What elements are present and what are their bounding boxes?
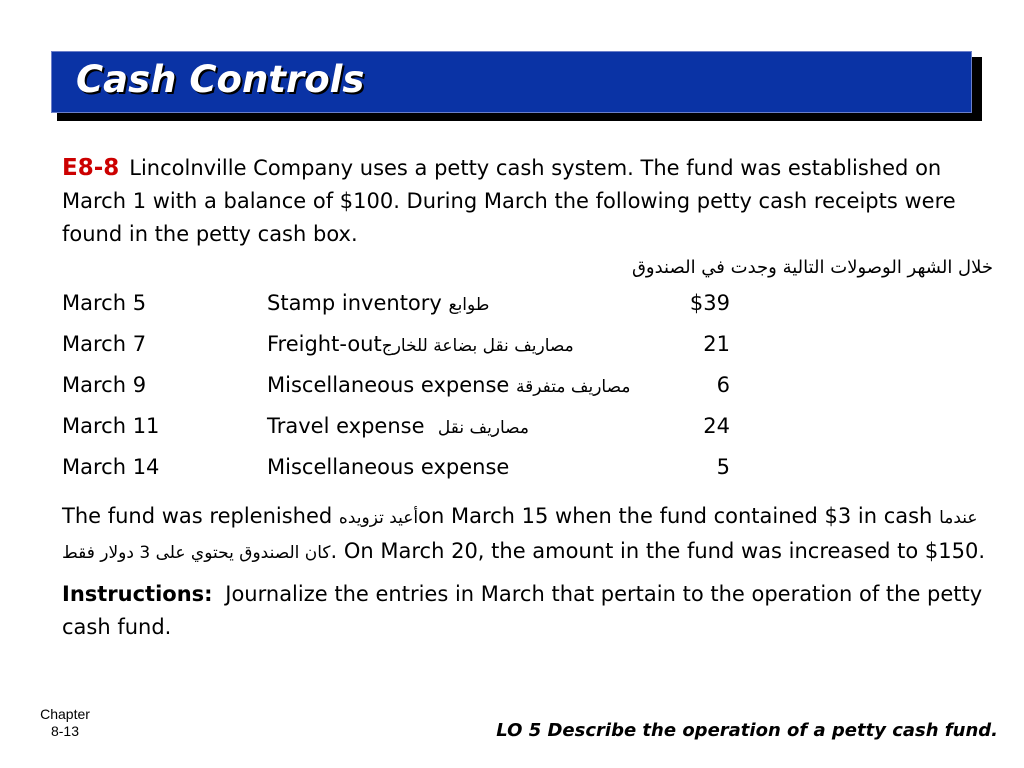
slide-content <box>62 152 997 644</box>
receipt-row <box>62 414 997 455</box>
receipt-amount: $39 <box>689 291 730 315</box>
receipt-description-en: Miscellaneous expense <box>267 455 510 479</box>
exercise-intro-text: Lincolnville Company uses a petty cash system. The fund was established on March 1 with a balance of $100. During March the following petty cash receipts were found in the petty cash box. <box>62 156 956 246</box>
replenish-text-3: . On March 20, the amount in the fund was increased to $150. <box>330 539 986 563</box>
receipt-description <box>267 332 635 356</box>
exercise-intro-arabic: خلال الشهر الوصولات التالية وجدت في الصندوق <box>631 257 993 278</box>
chapter-page: 8-13 <box>50 723 80 739</box>
receipt-description-en: Travel expense <box>267 414 425 438</box>
receipt-amount: 21 <box>703 332 730 356</box>
receipt-amount: 6 <box>716 373 730 397</box>
instructions-paragraph <box>62 578 997 644</box>
receipt-date: March 7 <box>62 332 147 356</box>
receipt-description-en: Miscellaneous expense <box>267 373 510 397</box>
replenish-arabic-2: عندما كان الصندوق يحتوي على 3 دولار فقط <box>62 508 978 563</box>
receipt-description-en: Freight-out <box>267 332 382 356</box>
receipt-row <box>62 373 997 414</box>
receipt-date: March 5 <box>62 291 147 315</box>
receipt-row <box>62 332 997 373</box>
receipt-description-arabic: مصاريف نقل بضاعة للخارج <box>381 336 574 356</box>
receipt-description <box>267 291 635 315</box>
replenish-arabic-1: أعيد تزويده <box>338 508 419 528</box>
replenish-text-2: on March 15 when the fund contained $3 in cash <box>418 504 933 528</box>
replenish-text-1: The fund was replenished <box>62 504 333 528</box>
slide-title: Cash Controls <box>76 58 365 101</box>
receipt-description <box>267 455 635 479</box>
exercise-id: E8-8 <box>62 155 120 181</box>
replenish-paragraph <box>62 500 997 570</box>
title-bar <box>51 51 972 113</box>
receipt-description-arabic: مصاريف متفرقة <box>516 377 631 397</box>
instructions-label: Instructions: <box>62 582 213 606</box>
receipt-date: March 9 <box>62 373 147 397</box>
receipt-description-arabic: مصاريف نقل <box>437 418 530 438</box>
receipt-description-en: Stamp inventory <box>267 291 442 315</box>
instructions-text: Journalize the entries in March that pertain to the operation of the petty cash fund. <box>62 582 983 639</box>
receipt-row <box>62 291 997 332</box>
receipt-amount: 5 <box>716 455 730 479</box>
receipts-list <box>62 291 997 496</box>
learning-objective: LO 5 Describe the operation of a petty cash fund. <box>496 720 998 741</box>
receipt-description <box>267 373 635 397</box>
receipt-date: March 11 <box>62 414 160 438</box>
chapter-number <box>30 706 100 740</box>
chapter-label: Chapter <box>40 706 90 722</box>
receipt-description-arabic: طوابع <box>448 295 490 315</box>
receipt-amount: 24 <box>703 414 730 438</box>
receipt-description <box>267 414 635 438</box>
exercise-intro <box>62 152 997 251</box>
receipt-date: March 14 <box>62 455 160 479</box>
receipt-row <box>62 455 997 496</box>
